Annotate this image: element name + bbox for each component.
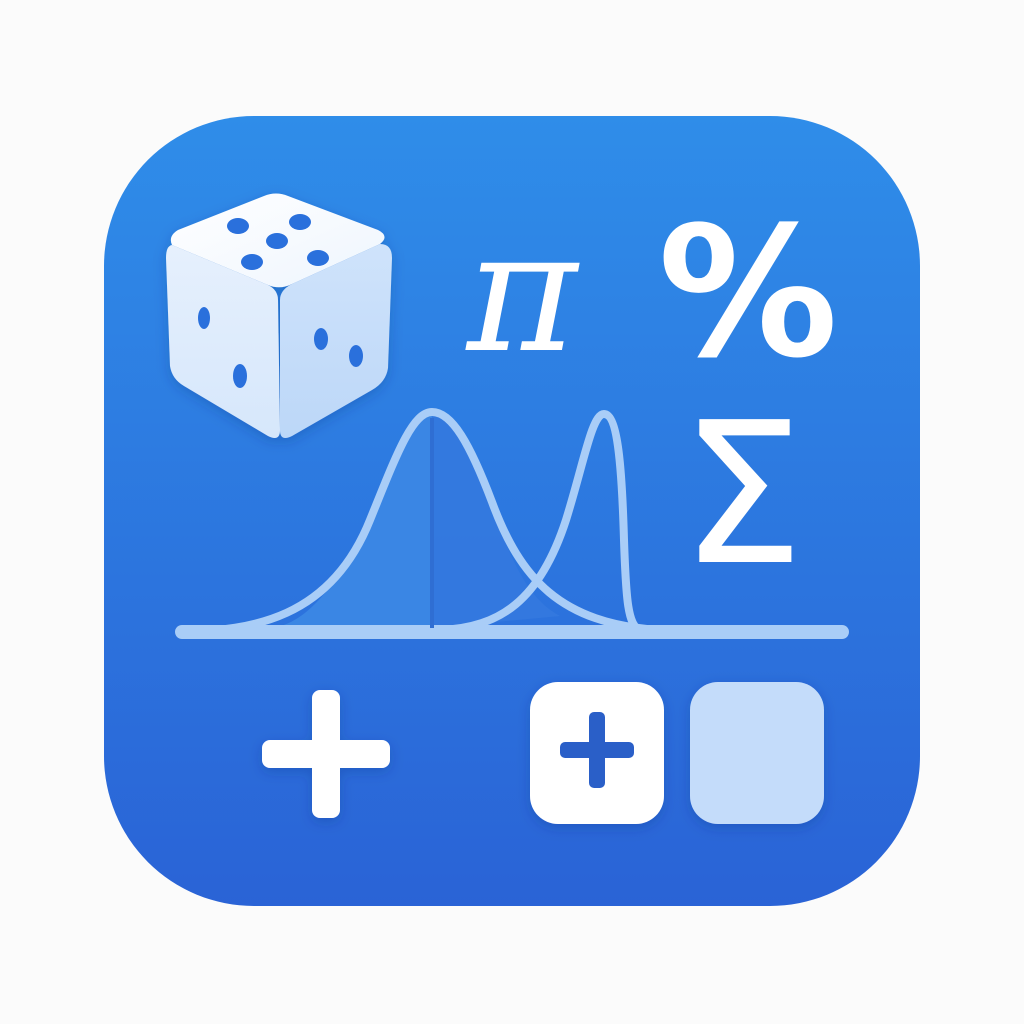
pi-symbol: π xyxy=(466,194,578,390)
add-button-icon xyxy=(530,682,664,824)
sigma-symbol: Σ xyxy=(680,381,804,609)
blank-square-icon xyxy=(690,682,824,824)
percent-symbol: % xyxy=(657,189,839,398)
